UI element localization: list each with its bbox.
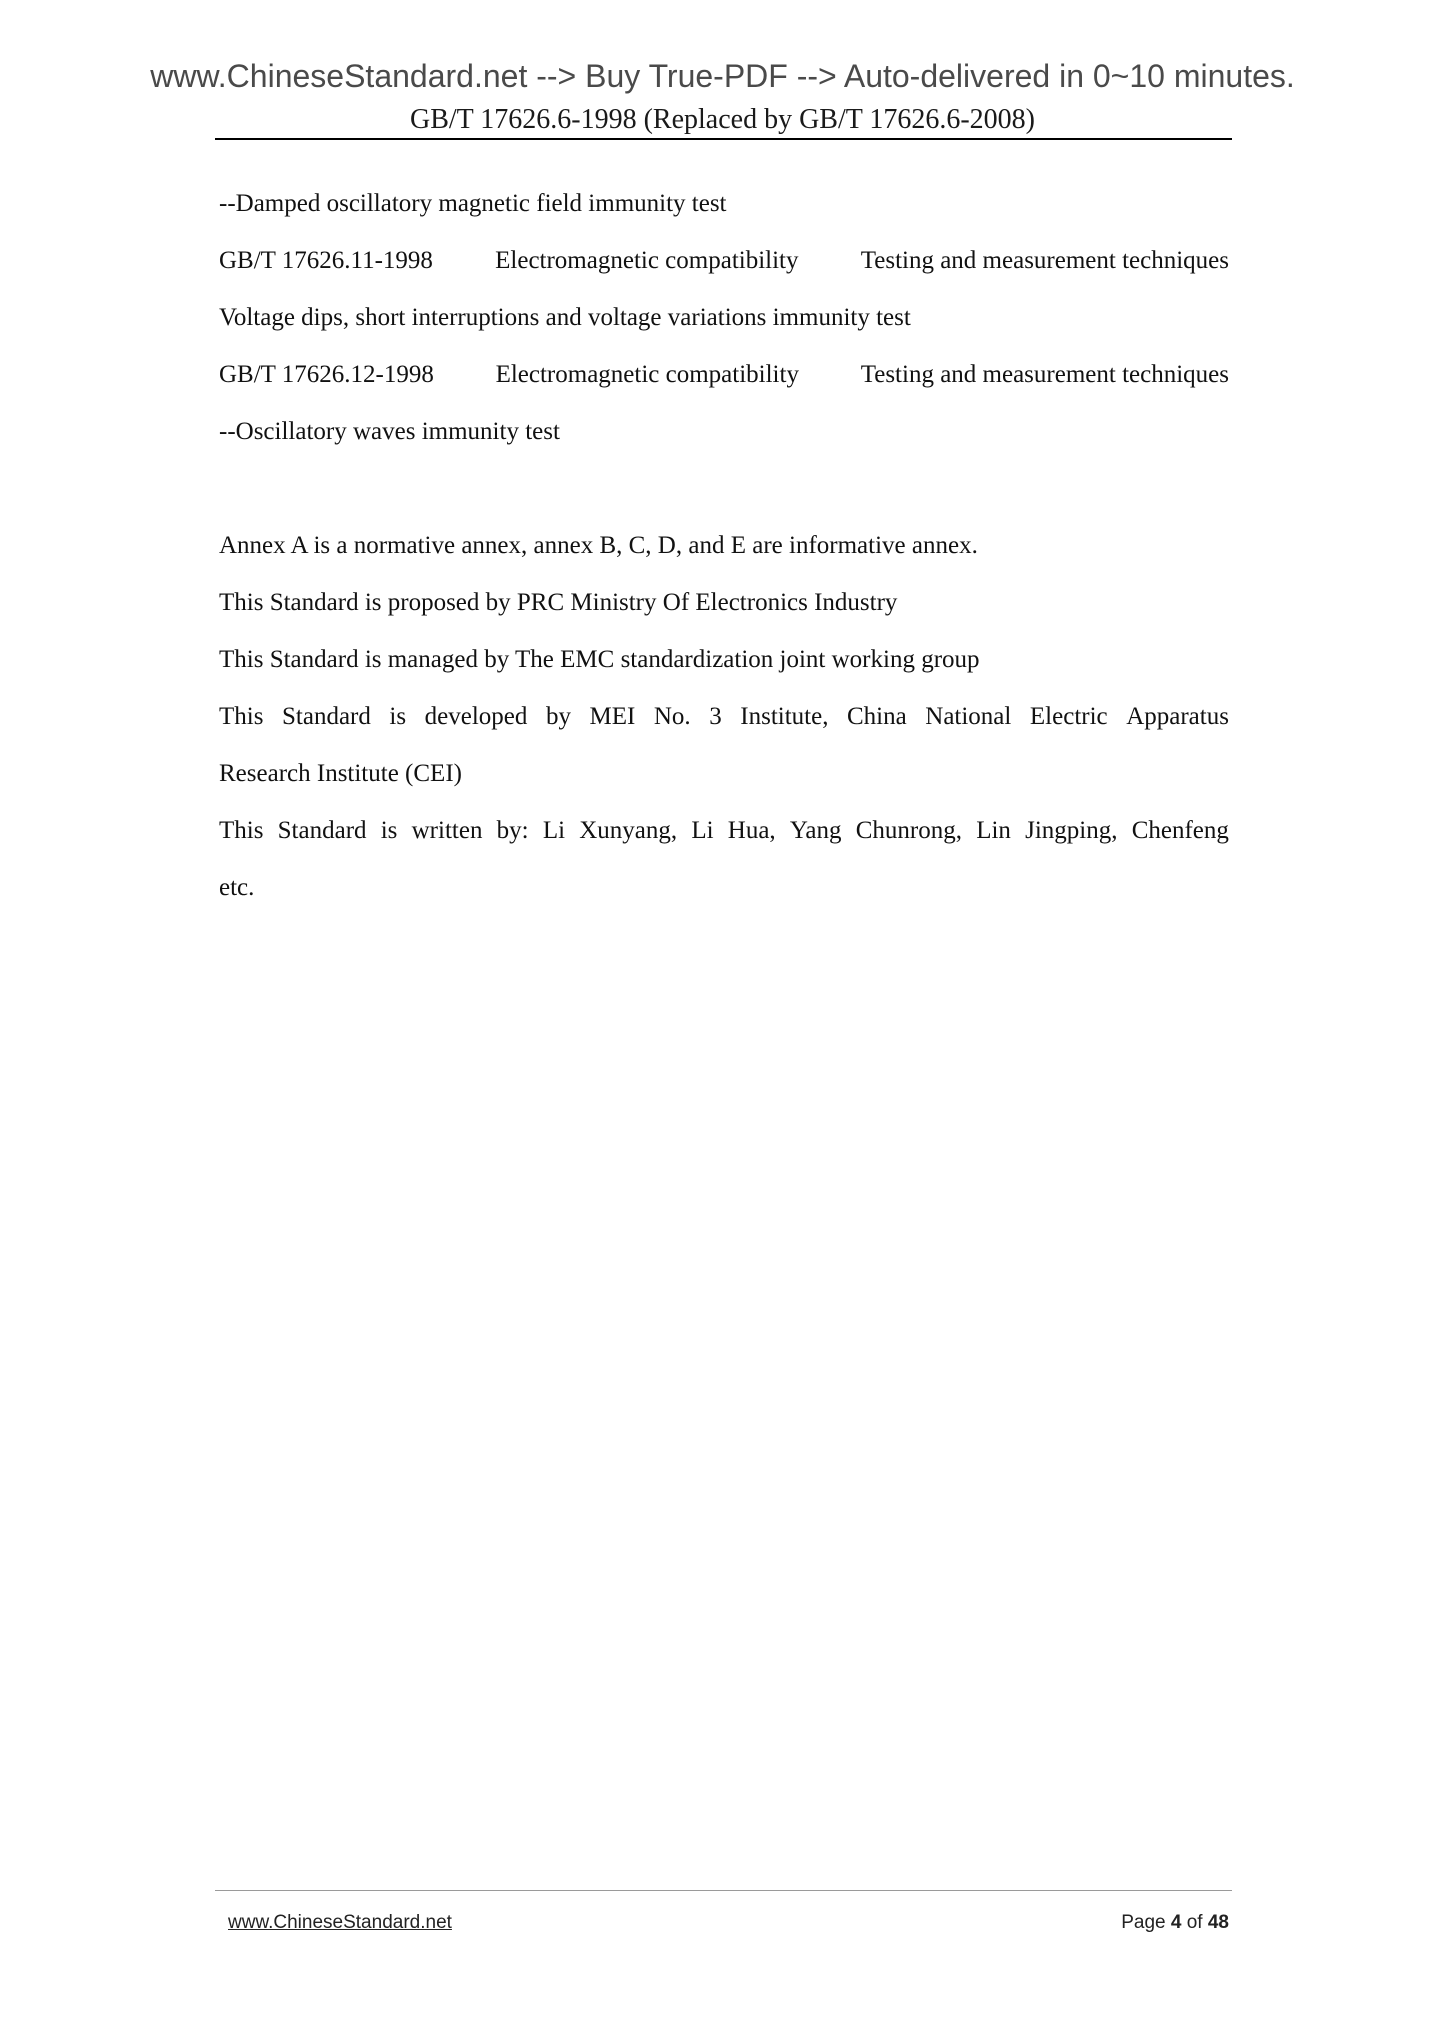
page-total: 48 <box>1207 1912 1229 1933</box>
word: Chunrong, <box>855 817 962 844</box>
text-line-annex: Annex A is a normative annex, annex B, C, D, and E are informative annex. <box>219 532 978 559</box>
word: This <box>219 703 264 730</box>
reference-17626-12 <box>219 357 1229 393</box>
text-line-oscillatory: --Oscillatory waves immunity test <box>219 418 560 445</box>
footer-site-link[interactable]: www.ChineseStandard.net <box>228 1912 452 1933</box>
text-line-developed <box>219 699 1229 735</box>
word: Institute, <box>740 703 829 730</box>
page-current: 4 <box>1170 1912 1182 1933</box>
page-number <box>1121 1910 1229 1936</box>
word: by: <box>496 817 529 844</box>
word: developed <box>424 703 528 730</box>
word: No. <box>653 703 691 730</box>
reference-part-emc: Electromagnetic compatibility <box>495 247 799 274</box>
word: MEI <box>589 703 636 730</box>
header-banner[interactable]: www.ChineseStandard.net --> Buy True-PDF --> Auto-delivered in 0~10 minutes. <box>150 58 1295 94</box>
word: Jingping, <box>1025 817 1118 844</box>
word: Lin <box>976 817 1011 844</box>
word: is <box>389 703 407 730</box>
word: 3 <box>709 703 722 730</box>
reference-17626-11 <box>219 243 1229 279</box>
page-label: Page <box>1121 1912 1166 1933</box>
reference-part-emc: Electromagnetic compatibility <box>495 361 799 388</box>
word: Yang <box>789 817 842 844</box>
word: is <box>380 817 398 844</box>
word: written <box>411 817 483 844</box>
text-line-developed-cont: Research Institute (CEI) <box>219 760 462 787</box>
text-line-voltage-dips: Voltage dips, short interruptions and voltage variations immunity test <box>219 304 911 331</box>
text-line-written-cont: etc. <box>219 874 255 901</box>
word: National <box>925 703 1012 730</box>
word: Hua, <box>727 817 776 844</box>
word: This <box>219 817 264 844</box>
document-title: GB/T 17626.6-1998 (Replaced by GB/T 17626.6-2008) <box>409 104 1035 135</box>
page-of: of <box>1186 1912 1203 1933</box>
header-divider <box>215 138 1232 140</box>
text-line-managed: This Standard is managed by The EMC standardization joint working group <box>219 646 980 673</box>
footer-divider <box>215 1890 1232 1891</box>
word: Standard <box>277 817 367 844</box>
reference-code: GB/T 17626.11-1998 <box>219 247 433 274</box>
reference-part-testing: Testing and measurement techniques <box>860 247 1229 274</box>
word: Xunyang, <box>579 817 678 844</box>
word: Li <box>542 817 566 844</box>
word: by <box>545 703 571 730</box>
reference-part-testing: Testing and measurement techniques <box>860 361 1229 388</box>
word: China <box>847 703 907 730</box>
word: Chenfeng <box>1131 817 1229 844</box>
word: Apparatus <box>1126 703 1229 730</box>
text-line-written <box>219 813 1229 849</box>
text-line-damped: --Damped oscillatory magnetic field immunity test <box>219 190 727 217</box>
word: Li <box>691 817 714 844</box>
text-line-proposed: This Standard is proposed by PRC Ministry Of Electronics Industry <box>219 589 898 616</box>
word: Standard <box>282 703 371 730</box>
word: Electric <box>1029 703 1108 730</box>
reference-code: GB/T 17626.12-1998 <box>219 361 434 388</box>
